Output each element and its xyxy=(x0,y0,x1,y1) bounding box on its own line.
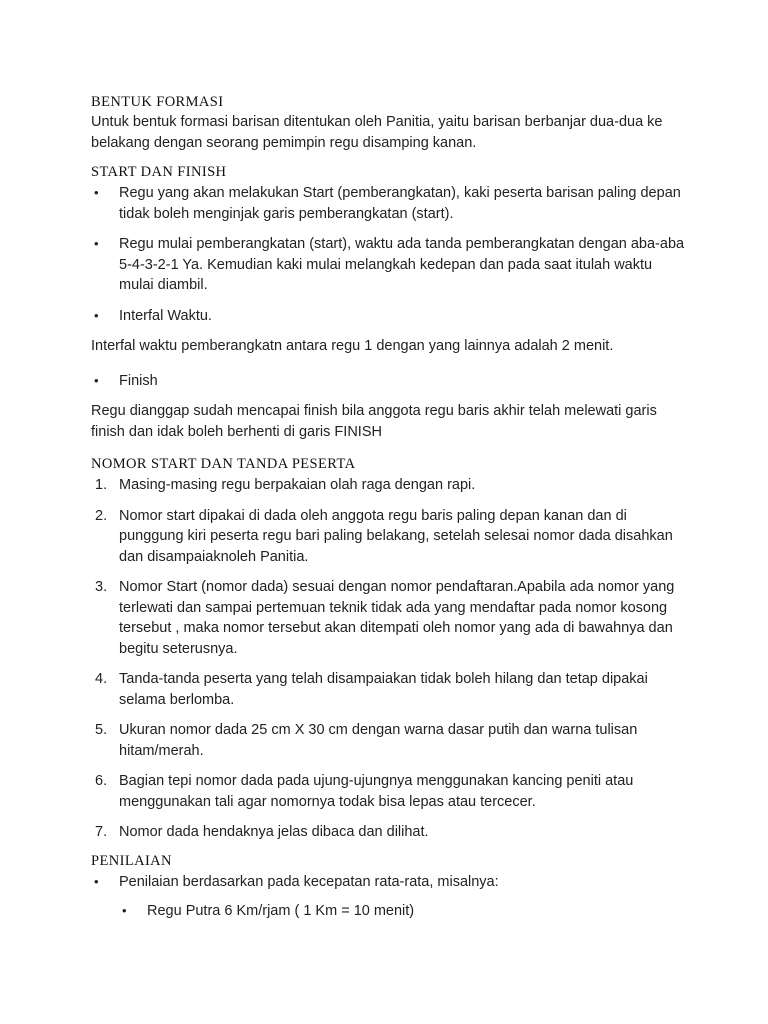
list-item-text: Ukuran nomor dada 25 cm X 30 cm dengan warna dasar putih dan warna tulisan hitam/merah. xyxy=(119,722,638,759)
list-item xyxy=(91,720,688,761)
list-item xyxy=(91,506,688,568)
finish-paragraph: Regu dianggap sudah mencapai finish bila anggota regu baris akhir telah melewati garis finish dan idak boleh berhenti di garis FINISH xyxy=(91,403,657,440)
list-item-text: Nomor dada hendaknya jelas dibaca dan dilihat. xyxy=(119,824,429,840)
formasi-paragraph: Untuk bentuk formasi barisan ditentukan oleh Panitia, yaitu barisan berbanjar dua-dua ke belakang dengan seorang pemimpin regu disamping kanan. xyxy=(91,114,663,151)
list-item: • Finish xyxy=(91,371,688,392)
list-number: 3. xyxy=(95,579,108,595)
start-finish-bullet-list xyxy=(91,183,688,326)
list-item-text: Masing-masing regu berpakaian olah raga dengan rapi. xyxy=(119,477,476,493)
list-item-text: Nomor Start (nomor dada) sesuai dengan nomor pendaftaran.Apabila ada nomor yang terlewati dan sampai pertemuan teknik tidak ada yang mendaftar pada nomor kosong tersebut , maka nomor tersebut akan ditempati oleh nomor yang ada di bawahnya dan begitu seterusnya. xyxy=(119,579,675,657)
list-item xyxy=(91,771,688,812)
list-number: 2. xyxy=(95,507,108,524)
list-item xyxy=(91,669,688,710)
list-item-text: Nomor start dipakai di dada oleh anggota regu baris paling depan kanan dan di punggung kiri peserta regu bari paling belakang, setelah selesai nomor dada disahkan dan disampaiaknoleh Panitia. xyxy=(119,507,673,565)
penilaian-sub-bullet-list xyxy=(91,901,688,922)
finish-bullet-list xyxy=(91,371,688,392)
list-item xyxy=(91,475,688,496)
list-item: • Penilaian berdasarkan pada kecepatan rata-rata, misalnya: xyxy=(91,872,688,893)
list-item xyxy=(91,822,688,843)
list-number: 5. xyxy=(95,722,108,738)
list-number: 4. xyxy=(95,671,108,687)
list-item: • Regu mulai pemberangkatan (start), waktu ada tanda pemberangkatan dengan aba-aba 5-4-3-2-1 Ya. Kemudian kaki mulai melangkah kedepan dan pada saat itulah waktu mulai diambil. xyxy=(91,234,688,296)
section-title-bentuk-formasi: BENTUK FORMASI xyxy=(91,94,224,110)
list-item: • Regu yang akan melakukan Start (pemberangkatan), kaki peserta barisan paling depan tidak boleh menginjak garis pemberangkatan (start). xyxy=(91,183,688,224)
penilaian-bullet-list xyxy=(91,872,688,893)
section-title-start-finish: START DAN FINISH xyxy=(91,164,227,180)
list-item: • Interfal Waktu. xyxy=(91,306,688,327)
list-item xyxy=(91,577,688,659)
list-item: • Regu Putra 6 Km/rjam ( 1 Km = 10 menit) xyxy=(91,901,688,922)
list-number: 6. xyxy=(95,773,108,789)
section-title-nomor-start: NOMOR START DAN TANDA PESERTA xyxy=(91,456,356,472)
interval-paragraph: Interfal waktu pemberangkatn antara regu 1 dengan yang lainnya adalah 2 menit. xyxy=(91,338,614,354)
list-item-text: Tanda-tanda peserta yang telah disampaiakan tidak boleh hilang dan tetap dipakai selama berlomba. xyxy=(119,671,648,708)
list-number: 7. xyxy=(95,824,108,840)
nomor-start-numbered-list xyxy=(91,475,688,843)
list-item-text: Bagian tepi nomor dada pada ujung-ujungnya menggunakan kancing peniti atau menggunakan tali agar nomornya todak bisa lepas atau tercecer. xyxy=(119,773,634,810)
section-title-penilaian: PENILAIAN xyxy=(91,852,172,869)
list-number: 1. xyxy=(95,477,108,493)
